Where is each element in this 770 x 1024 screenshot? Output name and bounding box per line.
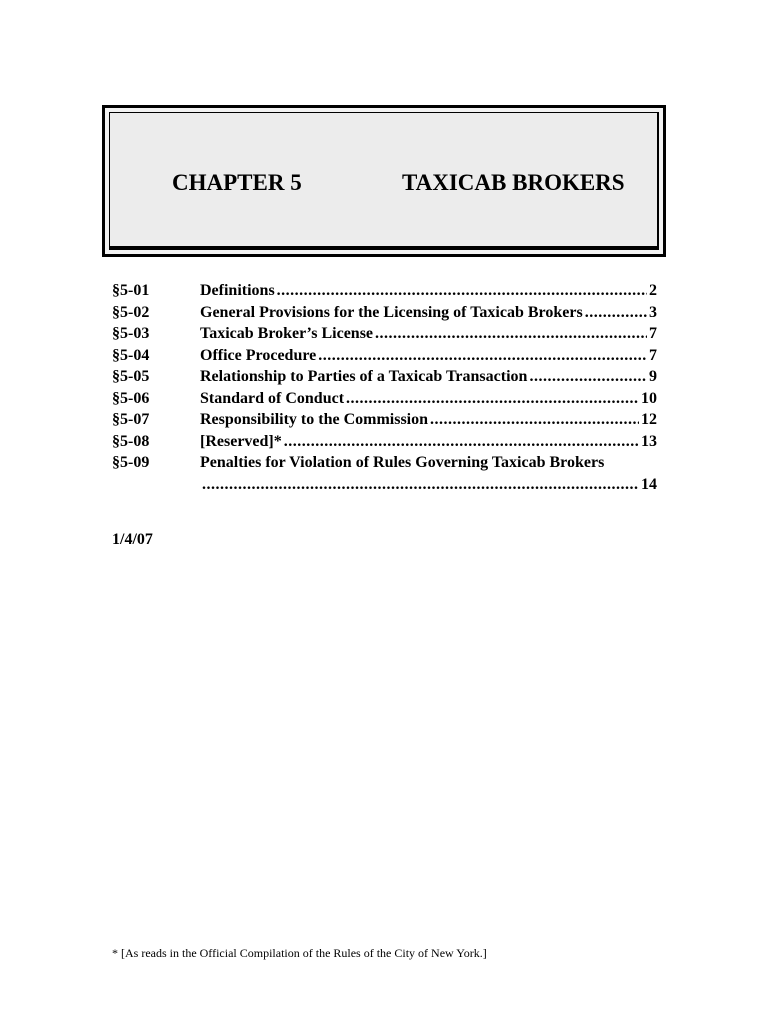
toc-row[interactable] — [112, 366, 657, 388]
table-of-contents — [112, 280, 657, 495]
toc-page-number: 7 — [649, 346, 657, 364]
toc-section-number: §5-06 — [112, 389, 150, 407]
toc-page-number: 14 — [641, 475, 657, 493]
revision-date: 1/4/07 — [112, 531, 153, 548]
toc-section-number: §5-05 — [112, 368, 150, 385]
toc-row[interactable] — [112, 431, 657, 453]
toc-leader-dots — [430, 409, 639, 431]
toc-row[interactable] — [112, 388, 657, 410]
toc-page-number: 3 — [649, 303, 657, 321]
toc-section-number: §5-04 — [112, 346, 150, 364]
toc-leader-dots — [346, 388, 639, 410]
toc-section-number: §5-03 — [112, 325, 150, 342]
footnote: * [As reads in the Official Compilation of the Rules of the City of New York.] — [112, 946, 487, 960]
toc-section-number: §5-07 — [112, 411, 150, 428]
toc-leader-dots — [318, 345, 647, 367]
toc-leader-dots — [202, 474, 639, 496]
toc-section-number: §5-08 — [112, 432, 150, 450]
toc-page-number: 12 — [641, 411, 657, 428]
toc-section-number: §5-01 — [112, 282, 150, 299]
toc-leader-dots — [585, 302, 647, 324]
toc-section-number: §5-09 — [112, 454, 150, 471]
chapter-number: CHAPTER 5 — [172, 170, 302, 195]
toc-row[interactable] — [112, 345, 657, 367]
toc-section-title: Office Procedure — [200, 346, 317, 364]
toc-section-title: Definitions — [200, 282, 275, 299]
toc-section-title: [Reserved]* — [200, 432, 282, 450]
toc-section-title: Penalties for Violation of Rules Governing Taxicab Brokers — [200, 454, 605, 471]
toc-page-number: 13 — [641, 432, 657, 450]
toc-section-title: Responsibility to the Commission — [200, 411, 429, 428]
toc-page-number: 7 — [649, 325, 657, 342]
toc-row[interactable] — [112, 280, 657, 302]
toc-page-number: 9 — [649, 368, 657, 385]
toc-section-title: Standard of Conduct — [200, 389, 345, 407]
toc-page-number: 10 — [641, 389, 657, 407]
toc-section-title: Taxicab Broker’s License — [200, 325, 374, 342]
chapter-title: TAXICAB BROKERS — [402, 170, 625, 195]
toc-leader-dots — [284, 431, 639, 453]
toc-row[interactable] — [112, 302, 657, 324]
toc-leader-dots — [277, 280, 647, 302]
toc-section-title: General Provisions for the Licensing of Taxicab Brokers — [200, 303, 583, 321]
toc-section-number: §5-02 — [112, 303, 150, 321]
toc-row[interactable] — [112, 452, 657, 495]
toc-page-number: 2 — [649, 282, 657, 299]
toc-row[interactable] — [112, 323, 657, 345]
toc-row[interactable] — [112, 409, 657, 431]
toc-section-title: Relationship to Parties of a Taxicab Transaction — [200, 368, 528, 385]
toc-leader-dots — [375, 323, 647, 345]
toc-leader-dots — [529, 366, 647, 388]
